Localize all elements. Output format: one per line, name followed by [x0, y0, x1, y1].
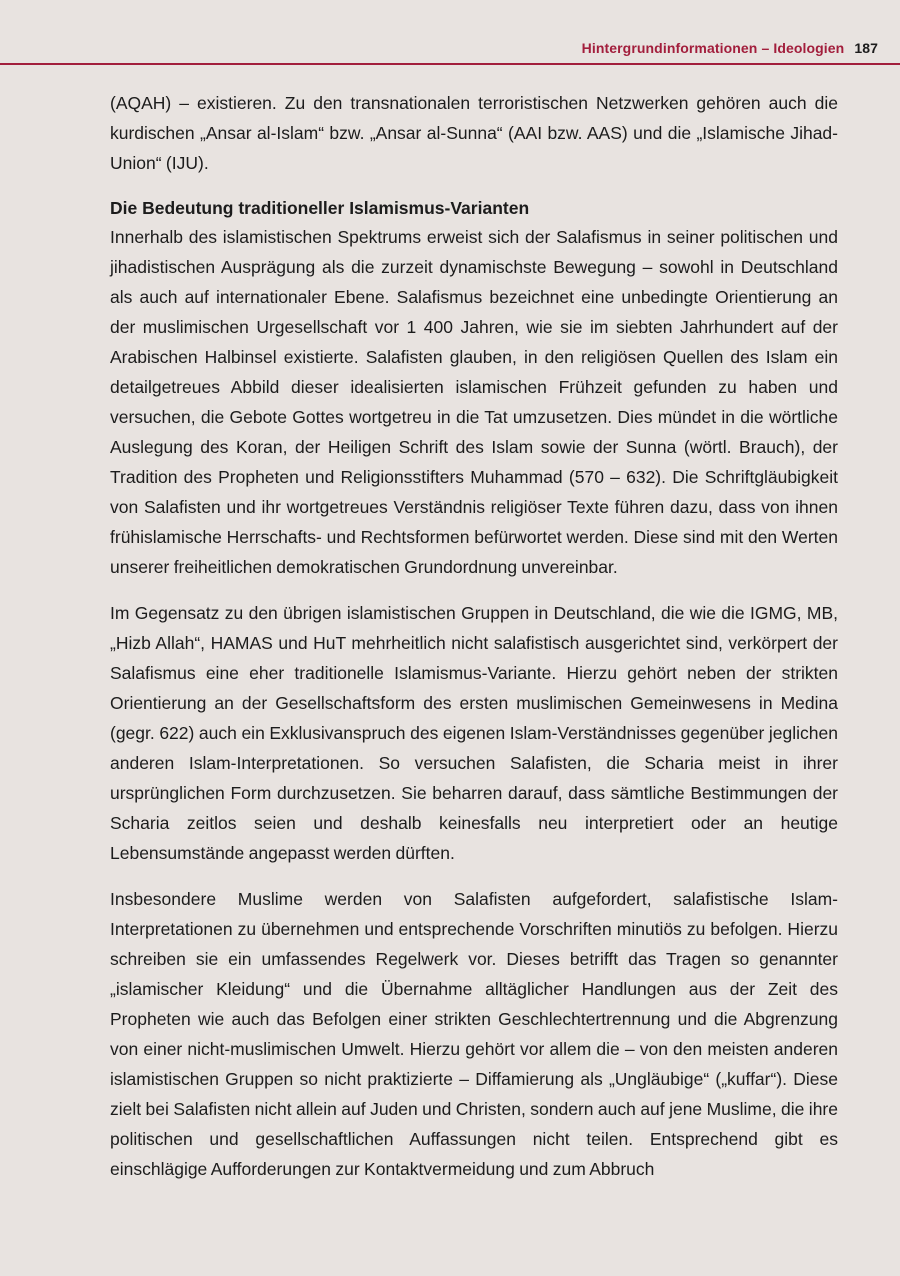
paragraph-2: Im Gegensatz zu den übrigen islamistischen Gruppen in Deutschland, die wie die IGMG, MB, „Hizb Allah“, HAMAS und HuT mehrheitlich nicht salafistisch ausgerichtet sind, verkörpert der Salafismus eine eher traditionelle Islamismus-Variante. Hierzu gehört neben der strikten Orientierung an der Gesellschaftsform des ersten muslimischen Gemeinwesens in Medina (gegr. 622) auch ein Exklusivanspruch des eigenen Islam-Verständnisses gegenüber jeglichen anderen Islam-Interpretationen. So versuchen Salafisten, die Scharia meist in ihrer ursprünglichen Form durchzusetzen. Sie beharren darauf, dass sämtliche Bestimmungen der Scharia zeitlos seien und deshalb keinesfalls neu interpretiert oder an heutige Lebensumstände angepasst werden dürften.	[110, 603, 838, 863]
running-head	[110, 40, 878, 56]
body-text	[110, 88, 838, 1184]
paragraph-3: Insbesondere Muslime werden von Salafisten aufgefordert, salafistische Islam-Interpretationen zu übernehmen und entsprechende Vorschriften minutiös zu befolgen. Hierzu schreiben sie ein umfassendes Regelwerk vor. Dieses betrifft das Tragen so genannter „islamischer Kleidung“ und die Übernahme alltäglicher Handlungen aus der Zeit des Propheten wie auch das Befolgen einer strikten Geschlechtertrennung und die Abgrenzung von einer nicht-muslimischen Umwelt. Hierzu gehört vor allem die – von den meisten anderen islamistischen Gruppen so nicht praktizierte – Diffamierung als „Ungläubige“ („kuffar“). Diese zielt bei Salafisten nicht allein auf Juden und Christen, sondern auch auf jene Muslime, die ihre politischen und gesellschaftlichen Auffassungen nicht teilen. Entsprechend gibt es einschlägige Aufforderungen zur Kontaktvermeidung und zum Abbruch	[110, 889, 838, 1179]
section-heading: Die Bedeutung traditioneller Islamismus-Varianten	[110, 198, 530, 218]
paragraph-1: Innerhalb des islamistischen Spektrums erweist sich der Salafismus in seiner politischen und jihadistischen Ausprägung als die zurzeit dynamischste Bewegung – sowohl in Deutschland als auch auf internationaler Ebene. Salafismus bezeichnet eine unbedingte Orientierung an der muslimischen Urgesellschaft vor 1 400 Jahren, wie sie im siebten Jahrhundert auf der Arabischen Halbinsel existierte. Salafisten glauben, in den religiösen Quellen des Islam ein detailgetreues Abbild dieser idealisierten islamischen Frühzeit gefunden zu haben und versuchen, die Gebote Gottes wortgetreu in die Tat umzusetzen. Dies mündet in die wörtliche Auslegung des Koran, der Heiligen Schrift des Islam sowie der Sunna (wörtl. Brauch), der Tradition des Propheten und Religionsstifters Muhammad (570 – 632). Die Schriftgläubigkeit von Salafisten und ihr wortgetreues Verständnis religiöser Texte führen dazu, dass von ihnen frühislamische Herrschafts- und Rechtsformen befürwortet werden. Diese sind mit den Werten unserer freiheitlichen demokratischen Grundordnung unvereinbar.	[110, 227, 838, 577]
paragraph-intro: (AQAH) – existieren. Zu den transnationalen terroristischen Netzwerken gehören auch die kurdischen „Ansar al-Islam“ bzw. „Ansar al-Sunna“ (AAI bzw. AAS) und die „Islamische Jihad-Union“ (IJU).	[110, 93, 838, 173]
header-divider	[0, 63, 900, 65]
page-number: 187	[854, 40, 878, 56]
running-head-section: Hintergrundinformationen – Ideologien	[581, 40, 845, 56]
